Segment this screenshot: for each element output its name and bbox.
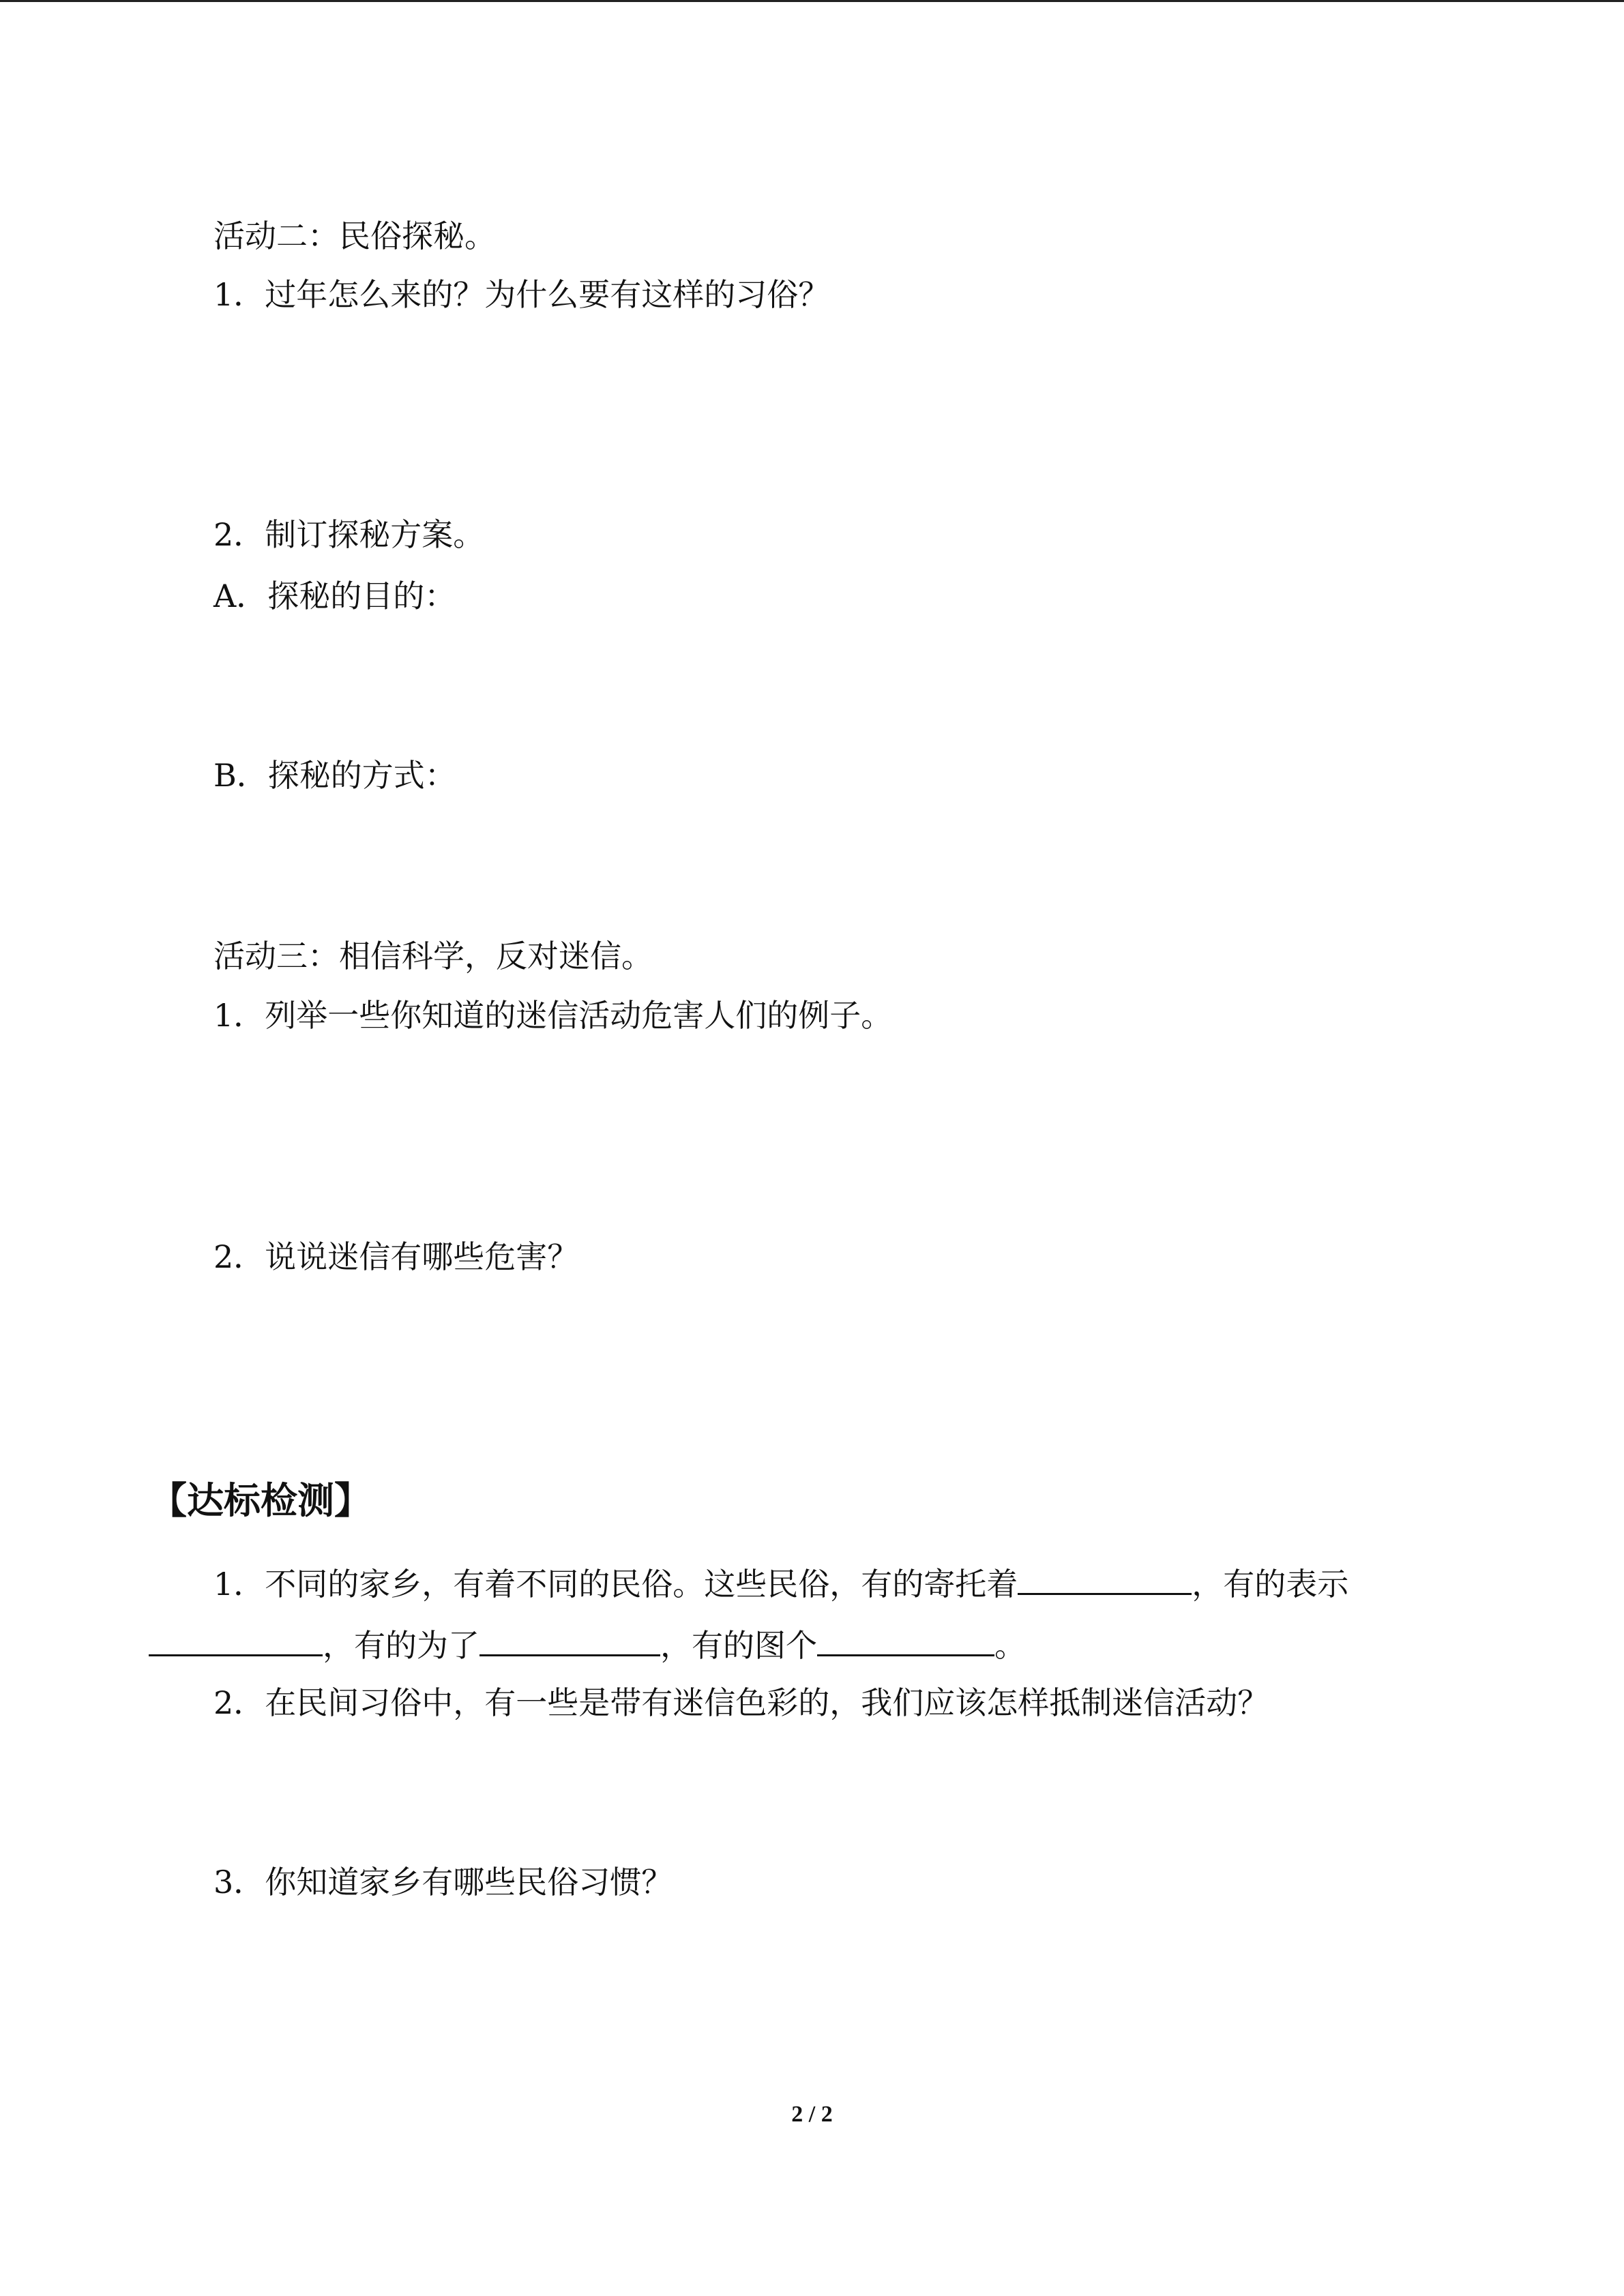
assessment-q1-text-5: 。 [994, 1627, 1026, 1664]
page-number: 2 / 2 [791, 2102, 833, 2127]
assessment-q1-text-3: ，有的为了 [323, 1627, 479, 1664]
activity-2-question-2b: B．探秘的方式： [213, 757, 456, 794]
activity-3-title: 活动三：相信科学，反对迷信。 [213, 938, 653, 974]
assessment-question-3: 3．你知道家乡有哪些民俗习惯？ [213, 1864, 673, 1900]
activity-2-question-2: 2．制订探秘方案。 [213, 516, 485, 553]
activity-2-question-1: 1．过年怎么来的？为什么要有这样的习俗？ [213, 276, 830, 313]
assessment-question-1-line-1 [213, 1562, 1348, 1605]
top-border [0, 0, 1624, 2]
fill-in-blank-4[interactable] [817, 1623, 994, 1656]
assessment-question-2: 2．在民间习俗中，有一些是带有迷信色彩的，我们应该怎样抵制迷信活动？ [213, 1684, 1269, 1721]
fill-in-blank-3[interactable] [479, 1623, 660, 1656]
fill-in-blank-2[interactable] [149, 1623, 323, 1656]
activity-2-title: 活动二：民俗探秘。 [213, 218, 496, 254]
assessment-q1-text-1: 1．不同的家乡，有着不同的民俗。这些民俗，有的寄托着 [213, 1566, 1018, 1602]
assessment-question-1-line-2 [149, 1623, 1026, 1666]
activity-3-question-1: 1．列举一些你知道的迷信活动危害人们的例子。 [213, 997, 893, 1034]
assessment-q1-text-2: ，有的表示 [1192, 1566, 1349, 1602]
assessment-q1-text-4: ，有的图个 [660, 1627, 817, 1664]
assessment-heading: 【达标检测】 [150, 1479, 371, 1522]
activity-2-question-2a: A．探秘的目的： [213, 578, 456, 614]
fill-in-blank-1[interactable] [1018, 1562, 1192, 1595]
activity-3-question-2: 2．说说迷信有哪些危害？ [213, 1238, 579, 1275]
